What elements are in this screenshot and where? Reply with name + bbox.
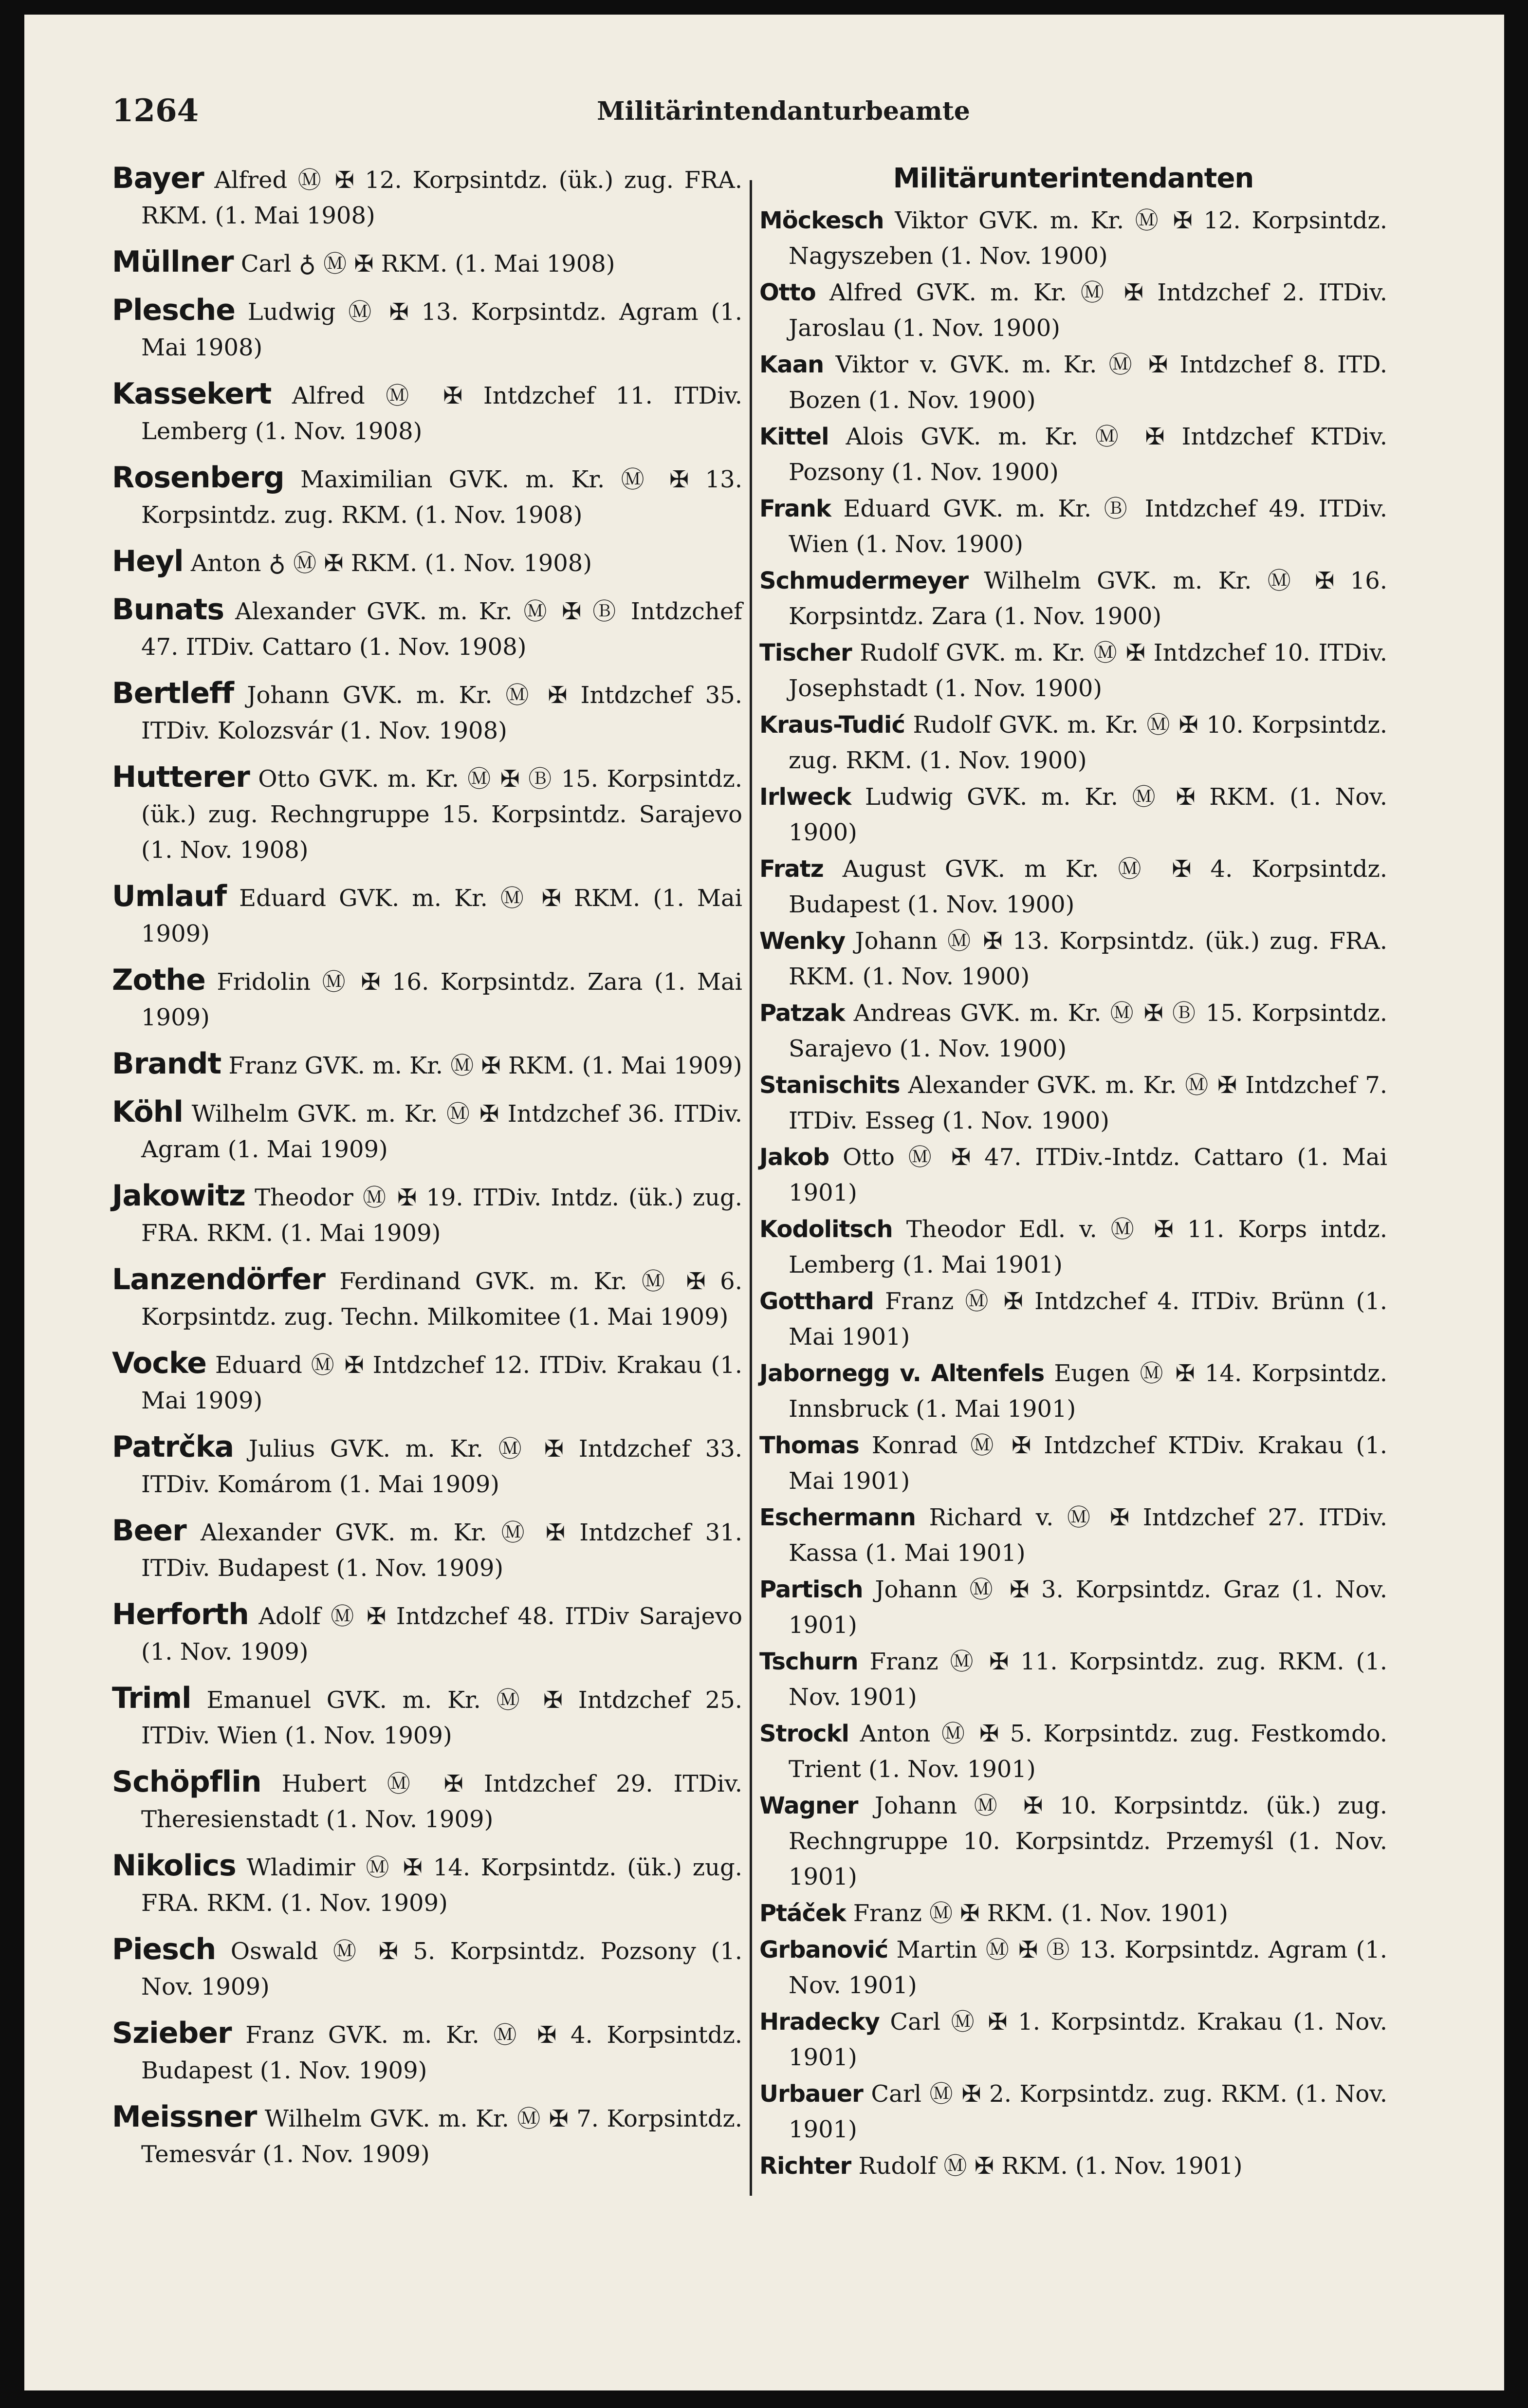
entry-details: Franz GVK. m. Kr. Ⓜ ✠ 4. Korpsintdz. Budapest (1. Nov. 1909) [141,2021,742,2084]
entry-surname: Stanischits [759,1072,900,1099]
entry-details: Alfred GVK. m. Kr. Ⓜ ✠ Intdzchef 2. ITDiv. Jaroslau (1. Nov. 1900) [789,279,1387,342]
entry-details: Emanuel GVK. m. Kr. Ⓜ ✠ Intdzchef 25. ITDiv. Wien (1. Nov. 1909) [141,1686,742,1749]
entry-details: Alfred Ⓜ ✠ Intdzchef 11. ITDiv. Lemberg (1. Nov. 1908) [141,382,742,445]
directory-entry [759,419,1387,490]
entry-surname: Grbanović [759,1936,888,1963]
entry-surname: Partisch [759,1576,863,1603]
entry-details: Andreas GVK. m. Kr. Ⓜ ✠ Ⓑ 15. Korpsintdz. Sarajevo (1. Nov. 1900) [789,1000,1387,1062]
directory-entry [759,347,1387,418]
entry-surname: Bayer [112,161,204,195]
entry-surname: Meissner [112,2100,257,2134]
entry-details: Julius GVK. m. Kr. Ⓜ ✠ Intdzchef 33. ITDiv. Komárom (1. Mai 1909) [141,1435,742,1498]
page-number: 1264 [112,93,199,129]
directory-entry [759,1068,1387,1139]
directory-entry [112,1848,742,1921]
directory-entry [112,592,742,665]
entry-surname: Brandt [112,1047,221,1081]
entry-surname: Köhl [112,1095,183,1129]
entry-details: Carl Ⓜ ✠ 2. Korpsintdz. zug. RKM. (1. Nov. 1901) [789,2080,1387,2143]
entry-details: Ludwig Ⓜ ✠ 13. Korpsintdz. Agram (1. Mai 1908) [141,298,742,361]
directory-entry [759,1572,1387,1643]
entry-details: Franz GVK. m. Kr. Ⓜ ✠ RKM. (1. Mai 1909) [228,1052,742,1079]
entry-surname: Wagner [759,1792,858,1819]
entry-details: Theodor Edl. v. Ⓜ ✠ 11. Korps intdz. Lemberg (1. Mai 1901) [789,1216,1387,1278]
entry-surname: Patrčka [112,1430,234,1464]
section-title: Militärunterintendanten [893,163,1254,194]
entry-details: Konrad Ⓜ ✠ Intdzchef KTDiv. Krakau (1. Mai 1901) [789,1432,1387,1495]
entry-details: Hubert Ⓜ ✠ Intdzchef 29. ITDiv. Theresienstadt (1. Nov. 1909) [141,1770,742,1833]
entry-details: Eugen Ⓜ ✠ 14. Korpsintdz. Innsbruck (1. Mai 1901) [789,1360,1387,1423]
entry-details: Otto Ⓜ ✠ 47. ITDiv.-Intdz. Cattaro (1. Mai 1901) [789,1144,1387,1206]
entry-details: Adolf Ⓜ ✠ Intdzchef 48. ITDiv Sarajevo (1. Nov. 1909) [141,1603,742,1666]
entry-details: Otto GVK. m. Kr. Ⓜ ✠ Ⓑ 15. Korpsintdz. (ük.) zug. Rechngruppe 15. Korpsintdz. Sarajevo (1. Nov. 1908) [141,765,742,864]
directory-entry [112,963,742,1036]
directory-entry [759,1428,1387,1499]
right-column [759,161,1387,2185]
entry-details: Eduard GVK. m. Kr. Ⓜ ✠ RKM. (1. Mai 1909) [141,885,742,947]
directory-entry [112,1764,742,1837]
entry-details: Martin Ⓜ ✠ Ⓑ 13. Korpsintdz. Agram (1. Nov. 1901) [789,1936,1387,1999]
directory-entry [759,491,1387,562]
directory-entry [112,293,742,366]
directory-entry [759,2004,1387,2075]
entry-surname: Lanzendörfer [112,1262,325,1297]
entry-details: Viktor GVK. m. Kr. Ⓜ ✠ 12. Korpsintdz. Nagyszeben (1. Nov. 1900) [789,207,1387,270]
entry-details: Johann Ⓜ ✠ 3. Korpsintdz. Graz (1. Nov. 1901) [789,1576,1387,1639]
entry-surname: Bertleff [112,676,234,710]
directory-entry [759,563,1387,634]
directory-entry [759,1284,1387,1355]
directory-entry [112,1262,742,1335]
entry-details: Johann GVK. m. Kr. Ⓜ ✠ Intdzchef 35. ITDiv. Kolozsvár (1. Nov. 1908) [141,682,742,744]
entry-surname: Piesch [112,1932,216,1966]
entry-surname: Urbauer [759,2080,863,2108]
directory-entry [759,1212,1387,1283]
entry-surname: Kodolitsch [759,1216,893,1243]
directory-entry [759,203,1387,274]
directory-entry [759,707,1387,778]
entry-surname: Zothe [112,963,205,997]
directory-entry [112,376,742,449]
entry-surname: Kittel [759,423,829,450]
entry-details: Wilhelm GVK. m. Kr. Ⓜ ✠ 16. Korpsintdz. Zara (1. Nov. 1900) [789,567,1387,630]
directory-entry [759,1896,1387,1931]
entry-details: Alois GVK. m. Kr. Ⓜ ✠ Intdzchef KTDiv. Pozsony (1. Nov. 1900) [789,423,1387,486]
entry-details: Johann Ⓜ ✠ 10. Korpsintdz. (ük.) zug. Rechngruppe 10. Korpsintdz. Przemyśl (1. Nov. 1901) [789,1792,1387,1890]
entry-details: August GVK. m Kr. Ⓜ ✠ 4. Korpsintdz. Budapest (1. Nov. 1900) [789,855,1387,918]
directory-entry [112,1597,742,1670]
entry-details: Carl Ⓜ ✠ 1. Korpsintdz. Krakau (1. Nov. 1901) [789,2008,1387,2071]
directory-entry [112,1178,742,1251]
entry-surname: Hradecky [759,2008,880,2036]
entry-surname: Patzak [759,1000,845,1027]
entry-details: Rudolf GVK. m. Kr. Ⓜ ✠ 10. Korpsintdz. zug. RKM. (1. Nov. 1900) [789,711,1387,774]
directory-entry [759,1716,1387,1787]
entry-details: Alexander GVK. m. Kr. Ⓜ ✠ Intdzchef 7. ITDiv. Esseg (1. Nov. 1900) [789,1072,1387,1134]
directory-entry [759,1644,1387,1715]
directory-entry [112,1094,742,1167]
entry-details: Wilhelm GVK. m. Kr. Ⓜ ✠ 7. Korpsintdz. Temesvár (1. Nov. 1909) [141,2105,742,2168]
directory-entry [759,2076,1387,2148]
directory-entry [112,1932,742,2005]
entry-surname: Plesche [112,293,235,327]
running-title: Militärintendanturbeamte [597,96,970,126]
directory-entry [759,1788,1387,1895]
entry-details: Alexander GVK. m. Kr. Ⓜ ✠ Intdzchef 31. ITDiv. Budapest (1. Nov. 1909) [141,1519,742,1582]
entry-details: Wladimir Ⓜ ✠ 14. Korpsintdz. (ük.) zug. FRA. RKM. (1. Nov. 1909) [141,1854,742,1917]
directory-entry [759,852,1387,923]
directory-entry [112,1513,742,1586]
directory-entry [112,460,742,533]
entry-surname: Eschermann [759,1504,916,1531]
entry-surname: Hutterer [112,760,250,794]
entry-surname: Heyl [112,544,184,578]
entry-details: Ludwig GVK. m. Kr. Ⓜ ✠ RKM. (1. Nov. 1900) [789,783,1387,846]
entry-surname: Thomas [759,1432,859,1459]
entry-details: Alfred Ⓜ ✠ 12. Korpsintdz. (ük.) zug. FRA. RKM. (1. Mai 1908) [141,167,742,229]
directory-entry [112,879,742,952]
directory-entry [759,1356,1387,1427]
directory-entry [112,676,742,749]
entry-surname: Rosenberg [112,461,284,495]
entry-details: Ferdinand GVK. m. Kr. Ⓜ ✠ 6. Korpsintdz. zug. Techn. Milkomitee (1. Mai 1909) [141,1268,742,1331]
column-divider [750,180,752,2196]
directory-entry [112,1429,742,1502]
entry-details: Maximilian GVK. m. Kr. Ⓜ ✠ 13. Korpsintdz. zug. RKM. (1. Nov. 1908) [141,466,742,529]
entry-surname: Beer [112,1514,186,1548]
entry-surname: Strockl [759,1720,849,1747]
entry-details: Alexander GVK. m. Kr. Ⓜ ✠ Ⓑ Intdzchef 47. ITDiv. Cattaro (1. Nov. 1908) [141,598,742,661]
entry-surname: Wenky [759,927,846,955]
entry-details: Rudolf GVK. m. Kr. Ⓜ ✠ Intdzchef 10. ITDiv. Josephstadt (1. Nov. 1900) [789,639,1387,702]
entry-details: Theodor Ⓜ ✠ 19. ITDiv. Intdz. (ük.) zug. FRA. RKM. (1. Mai 1909) [141,1184,742,1247]
entry-surname: Möckesch [759,207,884,234]
entry-surname: Bunats [112,593,224,627]
directory-entry [759,924,1387,995]
entry-surname: Tischer [759,639,852,667]
entry-surname: Gotthard [759,1288,874,1315]
directory-entry [112,244,742,282]
entry-surname: Schöpflin [112,1765,261,1799]
entry-surname: Kraus-Tudić [759,711,905,739]
entry-surname: Irlweck [759,783,851,811]
left-column [112,161,742,2183]
directory-entry [759,1500,1387,1571]
entry-details: Oswald Ⓜ ✠ 5. Korpsintdz. Pozsony (1. Nov. 1909) [141,1938,742,2000]
entry-details: Rudolf Ⓜ ✠ RKM. (1. Nov. 1901) [858,2152,1243,2180]
entry-details: Anton Ⓜ ✠ 5. Korpsintdz. zug. Festkomdo. Trient (1. Nov. 1901) [789,1720,1387,1783]
entry-surname: Richter [759,2152,851,2180]
entry-surname: Nikolics [112,1849,236,1883]
entry-surname: Fratz [759,855,824,883]
directory-entry [112,1346,742,1419]
directory-entry [112,1681,742,1754]
entry-details: Anton ♁ Ⓜ ✠ RKM. (1. Nov. 1908) [190,550,592,577]
entry-details: Wilhelm GVK. m. Kr. Ⓜ ✠ Intdzchef 36. ITDiv. Agram (1. Mai 1909) [141,1100,742,1163]
directory-entry [112,544,742,581]
entry-surname: Frank [759,495,831,522]
directory-entry [112,2016,742,2089]
entry-surname: Triml [112,1681,191,1715]
entry-surname: Kaan [759,351,824,378]
entry-details: Franz Ⓜ ✠ RKM. (1. Nov. 1901) [853,1900,1228,1927]
entry-details: Franz Ⓜ ✠ 11. Korpsintdz. zug. RKM. (1. Nov. 1901) [789,1648,1387,1711]
directory-entry [759,2149,1387,2184]
entry-surname: Umlauf [112,879,227,913]
entry-surname: Kassekert [112,377,272,411]
entry-surname: Szieber [112,2016,232,2050]
directory-entry [112,1046,742,1084]
entry-surname: Schmudermeyer [759,567,969,594]
entry-details: Viktor v. GVK. m. Kr. Ⓜ ✠ Intdzchef 8. ITD. Bozen (1. Nov. 1900) [789,351,1387,414]
entry-details: Fridolin Ⓜ ✠ 16. Korpsintdz. Zara (1. Mai 1909) [141,968,742,1031]
entry-surname: Herforth [112,1597,249,1631]
directory-entry [112,2099,742,2172]
entry-surname: Vocke [112,1346,206,1380]
entry-surname: Otto [759,279,816,306]
directory-entry [759,1140,1387,1211]
entry-details: Eduard Ⓜ ✠ Intdzchef 12. ITDiv. Krakau (1. Mai 1909) [141,1352,742,1414]
entry-surname: Jakob [759,1144,829,1171]
entry-details: Eduard GVK. m. Kr. Ⓑ Intdzchef 49. ITDiv. Wien (1. Nov. 1900) [789,495,1387,558]
entry-details: Johann Ⓜ ✠ 13. Korpsintdz. (ük.) zug. FRA. RKM. (1. Nov. 1900) [789,927,1387,990]
entry-surname: Ptáček [759,1900,846,1927]
entry-details: Richard v. Ⓜ ✠ Intdzchef 27. ITDiv. Kassa (1. Mai 1901) [789,1504,1387,1567]
entry-details: Carl ♁ Ⓜ ✠ RKM. (1. Mai 1908) [240,250,615,278]
entry-surname: Müllner [112,245,234,279]
directory-entry [759,275,1387,346]
entry-surname: Jabornegg v. Altenfels [759,1360,1045,1387]
directory-entry [759,635,1387,706]
entry-details: Franz Ⓜ ✠ Intdzchef 4. ITDiv. Brünn (1. Mai 1901) [789,1288,1387,1351]
entry-surname: Tschurn [759,1648,858,1675]
directory-entry [112,161,742,234]
entry-surname: Jakowitz [112,1179,245,1213]
page-header [112,93,1455,136]
directory-entry [112,759,742,868]
directory-entry [759,1932,1387,2003]
directory-entry [759,779,1387,851]
directory-entry [759,996,1387,1067]
